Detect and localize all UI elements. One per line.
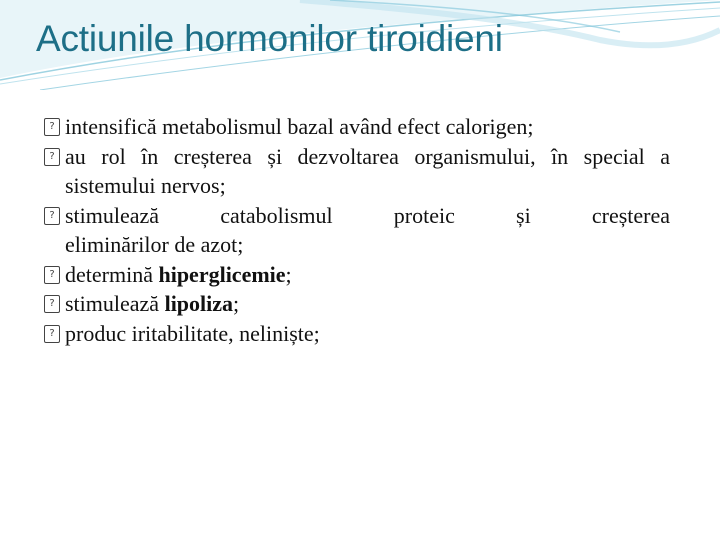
bullet-text: produc iritabilitate, neliniște; — [65, 320, 320, 346]
bullet-marker-icon: ? — [44, 295, 60, 313]
bullet-marker-icon: ? — [44, 207, 60, 225]
bullet-marker-icon: ? — [44, 325, 60, 343]
bullet-text-end: ; — [285, 261, 292, 287]
bullet-item — [44, 319, 670, 349]
bullet-bold-term: lipoliza — [164, 291, 234, 316]
bullet-item — [44, 260, 670, 290]
bullet-marker-icon: ? — [44, 148, 60, 166]
bullet-text-line-1: stimulează catabolismul proteic și creșterea — [65, 202, 670, 228]
bullet-item — [44, 112, 670, 142]
bullet-marker-icon: ? — [44, 266, 60, 284]
slide-title: Actiunile hormonilor tiroidieni — [36, 18, 503, 59]
bullet-text-line-2: eliminărilor de azot; — [65, 232, 244, 257]
bullet-item — [44, 289, 670, 319]
bullet-item — [44, 142, 670, 201]
bullet-text: determină — [65, 261, 159, 287]
bullet-list — [44, 112, 670, 348]
bullet-text: intensifică metabolismul bazal având efect calorigen; — [65, 114, 534, 139]
bullet-bold-term: hiperglicemie — [158, 261, 286, 287]
bullet-text-end: ; — [233, 291, 240, 316]
bullet-text: stimulează — [65, 291, 165, 316]
bullet-text: au rol în creșterea și dezvoltarea organismului, în special a sistemului nervos; — [65, 143, 670, 198]
bullet-item — [44, 201, 670, 260]
bullet-marker-icon: ? — [44, 118, 60, 136]
